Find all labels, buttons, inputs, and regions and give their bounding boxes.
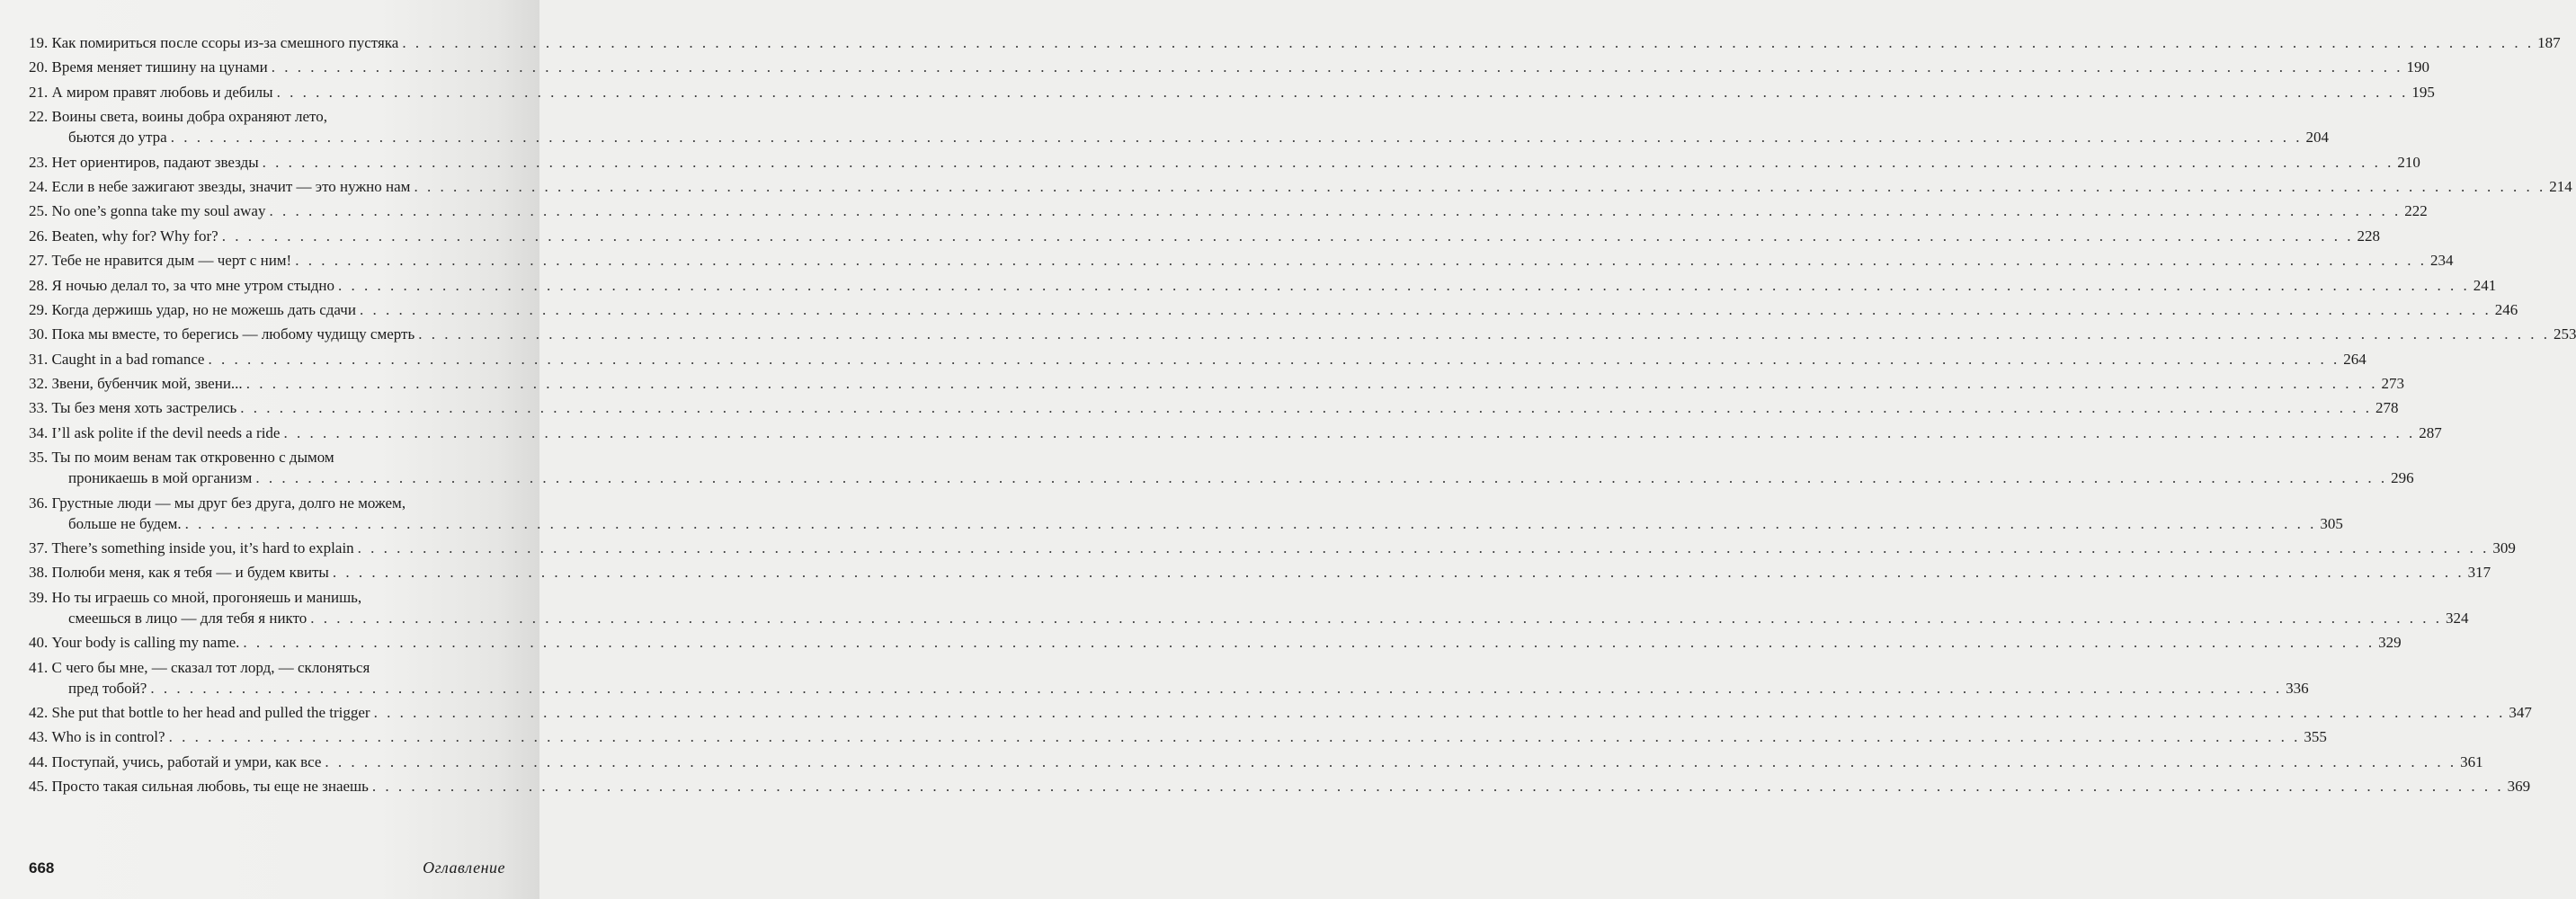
toc-entry	[29, 657, 2309, 699]
toc-entry-page: 187	[2537, 34, 2561, 51]
toc-entry-number: 37.	[29, 539, 49, 557]
toc-entry-page: 264	[2343, 350, 2367, 368]
toc-entry-number: 43.	[29, 728, 49, 746]
toc-entry-page: 347	[2509, 703, 2532, 721]
dot-leader	[402, 32, 2534, 53]
toc-entry-number: 45.	[29, 778, 49, 796]
toc-entry-number: 33.	[29, 399, 49, 417]
toc-entry-page: 214	[2549, 177, 2572, 195]
toc-entry-number: 28.	[29, 276, 49, 294]
toc-entry-title: больше не будем.	[68, 514, 182, 532]
toc-entry	[29, 562, 2491, 583]
toc-entry-number: 29.	[29, 300, 49, 318]
toc-entry	[29, 752, 2483, 772]
toc-entry-number: 22.	[29, 108, 49, 126]
dot-leader	[243, 632, 2375, 653]
dot-leader	[246, 373, 2378, 394]
dot-leader	[338, 275, 2470, 296]
toc-entry	[29, 200, 2428, 221]
toc-entry-number: 39.	[29, 588, 49, 606]
toc-entry-page: 305	[2320, 514, 2343, 532]
toc-entry	[29, 587, 2469, 628]
toc-entry	[29, 32, 2561, 53]
toc-entry	[29, 423, 2442, 443]
toc-entry-number: 23.	[29, 153, 49, 171]
toc-entry-title: Ты без меня хоть застрелись	[51, 399, 237, 417]
toc-entry-page: 329	[2378, 634, 2402, 652]
dot-leader	[185, 513, 2317, 534]
toc-entry-title: А миром правят любовь и дебилы	[51, 83, 273, 101]
toc-entry-number: 20.	[29, 58, 49, 76]
dot-leader	[360, 299, 2491, 320]
toc-entry-number: 27.	[29, 252, 49, 270]
toc-entry-number: 44.	[29, 752, 49, 770]
toc-entry-number: 21.	[29, 83, 49, 101]
dot-leader	[269, 200, 2401, 221]
toc-entry-title: She put that bottle to her head and pulled the trigger	[51, 703, 370, 721]
toc-entry-title: пред тобой?	[68, 679, 147, 697]
toc-entry	[29, 726, 2327, 747]
toc-entry-title: Тебе не нравится дым — черт с ним!	[51, 252, 292, 270]
toc-entry-title-line: Грустные люди — мы друг без друга, долго не можем,	[51, 494, 406, 512]
toc-entry-title: No one’s gonna take my soul away	[51, 202, 266, 220]
toc-entry-page: 296	[2391, 469, 2414, 487]
toc-entry-page: 210	[2397, 153, 2420, 171]
dot-leader	[295, 250, 2427, 271]
toc-entry-title: Who is in control?	[51, 728, 165, 746]
page-number: 668	[29, 859, 55, 877]
toc-entry-page: 273	[2381, 375, 2404, 393]
table-of-contents	[29, 32, 2576, 801]
toc-entry-title: Звени, бубенчик мой, звени...	[51, 375, 243, 393]
toc-entry	[29, 776, 2531, 797]
toc-entry-title-line: Но ты играешь со мной, прогоняешь и манишь,	[51, 588, 362, 606]
toc-entry-page: 253	[2553, 325, 2576, 343]
toc-entry-page: 278	[2375, 399, 2399, 417]
dot-leader	[263, 152, 2394, 173]
toc-entry-number: 38.	[29, 564, 49, 582]
toc-entry	[29, 373, 2404, 394]
dot-leader	[414, 176, 2545, 197]
toc-entry-page: 222	[2404, 202, 2428, 220]
toc-entry-title: Поступай, учись, работай и умри, как все	[51, 752, 322, 770]
toc-entry-title: Как помириться после ссоры из-за смешного пустяка	[51, 34, 399, 51]
toc-entry-page: 234	[2429, 252, 2454, 270]
toc-entry	[29, 57, 2429, 77]
toc-entry	[29, 397, 2399, 418]
toc-entry-page: 246	[2494, 300, 2518, 318]
toc-entry-page: 336	[2286, 679, 2309, 697]
toc-entry-number: 34.	[29, 423, 49, 441]
toc-entry	[29, 106, 2329, 147]
toc-entry-title: Если в небе зажигают звезды, значит — это нужно нам	[51, 177, 411, 195]
toc-entry-title: Нет ориентиров, падают звезды	[51, 153, 259, 171]
toc-entry-number: 24.	[29, 177, 49, 195]
dot-leader	[208, 349, 2340, 369]
toc-entry-title: бьются до утра	[68, 129, 167, 147]
dot-leader	[358, 538, 2490, 558]
toc-entry	[29, 275, 2497, 296]
dot-leader	[222, 226, 2354, 246]
toc-entry	[29, 82, 2435, 102]
toc-entry	[29, 324, 2576, 344]
toc-entry	[29, 299, 2518, 320]
toc-entry-title: Beaten, why for? Why for?	[51, 227, 218, 245]
toc-entry-number: 19.	[29, 34, 49, 51]
dot-leader	[169, 726, 2301, 747]
toc-entry-page: 361	[2460, 752, 2483, 770]
toc-entry-title: Когда держишь удар, но не можешь дать сдачи	[51, 300, 356, 318]
dot-leader	[171, 127, 2303, 147]
toc-entry	[29, 226, 2380, 246]
toc-entry-page: 324	[2446, 609, 2469, 627]
toc-entry	[29, 702, 2532, 723]
toc-entry-title: проникаешь в мой организм	[68, 469, 253, 487]
toc-entry	[29, 176, 2572, 197]
toc-entry-number: 31.	[29, 350, 49, 368]
toc-entry	[29, 349, 2367, 369]
toc-entry	[29, 152, 2420, 173]
dot-leader	[333, 562, 2465, 583]
toc-entry-number: 32.	[29, 375, 49, 393]
dot-leader	[310, 608, 2442, 628]
dot-leader	[283, 423, 2415, 443]
toc-entry-title: Время меняет тишину на цунами	[51, 58, 268, 76]
toc-entry-number: 42.	[29, 703, 49, 721]
toc-entry	[29, 250, 2454, 271]
toc-entry-page: 355	[2304, 728, 2327, 746]
toc-entry-page: 228	[2357, 227, 2380, 245]
dot-leader	[374, 702, 2506, 723]
dot-leader	[325, 752, 2456, 772]
dot-leader	[272, 57, 2403, 77]
toc-entry-page: 309	[2492, 539, 2516, 557]
toc-entry-number: 41.	[29, 658, 49, 676]
toc-entry-number: 25.	[29, 202, 49, 220]
toc-entry-title-line: Воины света, воины добра охраняют лето,	[51, 108, 327, 126]
toc-entry-page: 195	[2411, 83, 2435, 101]
dot-leader	[372, 776, 2504, 797]
dot-leader	[240, 397, 2372, 418]
toc-entry-number: 35.	[29, 449, 49, 467]
toc-entry	[29, 632, 2402, 653]
toc-entry-page: 369	[2507, 778, 2531, 796]
toc-entry-title: Полюби меня, как я тебя — и будем квиты	[51, 564, 329, 582]
toc-entry	[29, 447, 2414, 488]
dot-leader	[277, 82, 2409, 102]
toc-entry	[29, 538, 2516, 558]
toc-entry	[29, 493, 2343, 534]
toc-entry-number: 36.	[29, 494, 49, 512]
dot-leader	[418, 324, 2550, 344]
toc-entry-page: 287	[2419, 423, 2442, 441]
toc-entry-page: 317	[2467, 564, 2491, 582]
toc-entry-number: 30.	[29, 325, 49, 343]
toc-entry-page: 204	[2305, 129, 2329, 147]
toc-entry-title: Your body is calling my name.	[51, 634, 240, 652]
toc-entry-number: 26.	[29, 227, 49, 245]
toc-entry-page: 190	[2406, 58, 2429, 76]
toc-entry-title: Просто такая сильная любовь, ты еще не знаешь	[51, 778, 369, 796]
toc-entry-title: Пока мы вместе, то берегись — любому чудищу смерть	[51, 325, 415, 343]
toc-entry-title: Caught in a bad romance	[51, 350, 205, 368]
toc-entry-title-line: С чего бы мне, — сказал тот лорд, — склоняться	[51, 658, 370, 676]
dot-leader	[150, 678, 2282, 699]
toc-entry-title-line: Ты по моим венам так откровенно с дымом	[51, 449, 334, 467]
toc-entry-title: Я ночью делал то, за что мне утром стыдно	[51, 276, 334, 294]
toc-entry-page: 241	[2473, 276, 2497, 294]
running-header-section-title: Оглавление	[423, 859, 505, 877]
dot-leader	[255, 467, 2387, 488]
toc-entry-number: 40.	[29, 634, 49, 652]
toc-entry-title: I’ll ask polite if the devil needs a ride	[51, 423, 281, 441]
toc-entry-title: смеешься в лицо — для тебя я никто	[68, 609, 308, 627]
toc-entry-title: There’s something inside you, it’s hard to explain	[51, 539, 354, 557]
